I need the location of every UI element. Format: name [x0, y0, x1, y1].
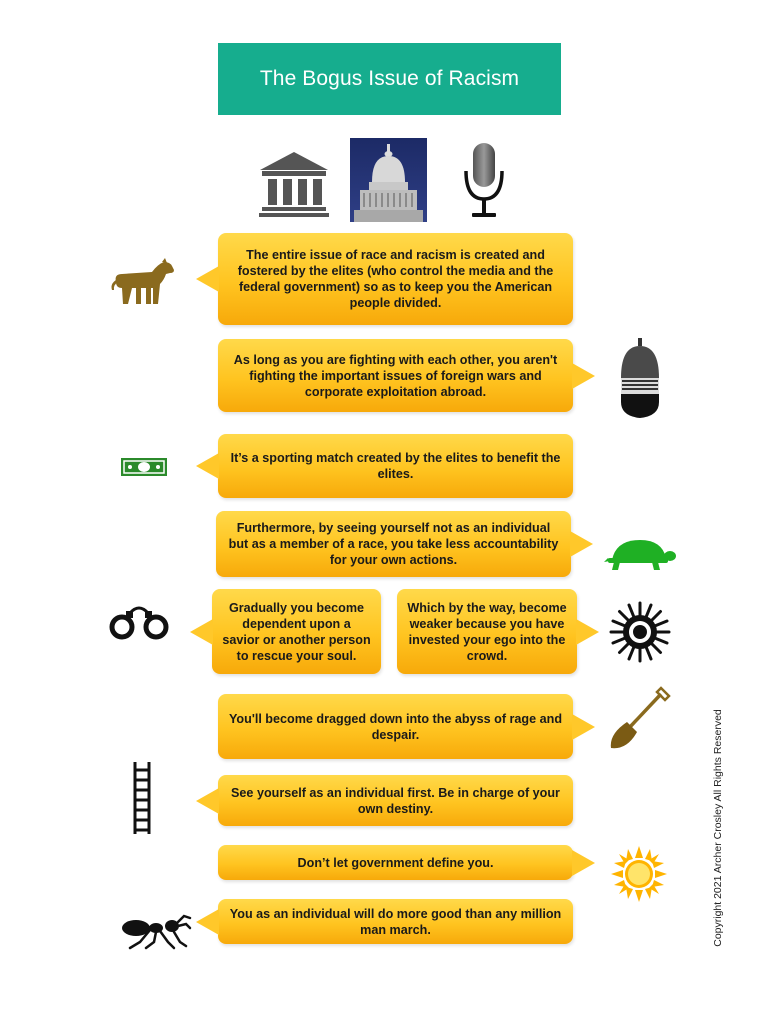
bubble-text: Don’t let government define you. [297, 855, 494, 870]
bubble-text: You as an individual will do more good than any million man march. [229, 906, 562, 937]
bubble-text: See yourself as an individual first. Be in charge of your own destiny. [231, 785, 560, 816]
bubble-text: You'll become dragged down into the abyss of rage and despair. [228, 711, 563, 742]
bubble-sporting-match [218, 434, 573, 498]
shovel-icon [609, 686, 671, 750]
microphone-icon [463, 141, 505, 219]
capitol-icon [350, 138, 427, 222]
bubble-text: The entire issue of race and racism is created and fostered by the elites (who control the media and the federal government) so as to keep you the American people divided. [237, 248, 554, 310]
bubble-million-man [218, 899, 573, 944]
bank-icon [258, 150, 330, 218]
dog-icon [110, 258, 176, 306]
bubble-text: It’s a sporting match created by the elites to benefit the elites. [230, 451, 561, 481]
sun-icon [611, 846, 667, 902]
knight-helmet-icon [617, 338, 663, 418]
bubble-elites-divide [218, 233, 573, 325]
bubble-accountability [216, 511, 571, 577]
bubble-government [218, 845, 573, 880]
virus-icon [609, 601, 671, 663]
bubble-fighting [218, 339, 573, 412]
handcuffs-icon [108, 601, 170, 641]
copyright-text: Copyright 2021 Archer Crosley All Rights Reserved [712, 709, 724, 947]
bubble-text: Which by the way, become weaker because you have invested your ego into the crowd. [407, 600, 567, 663]
bubble-abyss [218, 694, 573, 759]
bubble-text: Furthermore, by seeing yourself not as an individual but as a member of a race, you take less accountability for your own actions. [228, 521, 559, 567]
bubble-text: Gradually you become dependent upon a savior or another person to rescue your soul. [222, 600, 371, 663]
bubble-text: As long as you are fighting with each other, you aren't fighting the important issues of foreign wars and corporate exploitation abroad. [233, 352, 558, 399]
bubble-individual-first [218, 775, 573, 826]
money-icon [121, 458, 167, 476]
ant-icon [120, 914, 192, 950]
bubble-weaker [397, 589, 577, 674]
page-title: The Bogus Issue of Racism [259, 67, 520, 90]
bubble-dependent [212, 589, 381, 674]
title-banner [218, 43, 561, 115]
turtle-icon [604, 536, 676, 572]
ladder-icon [132, 762, 152, 834]
